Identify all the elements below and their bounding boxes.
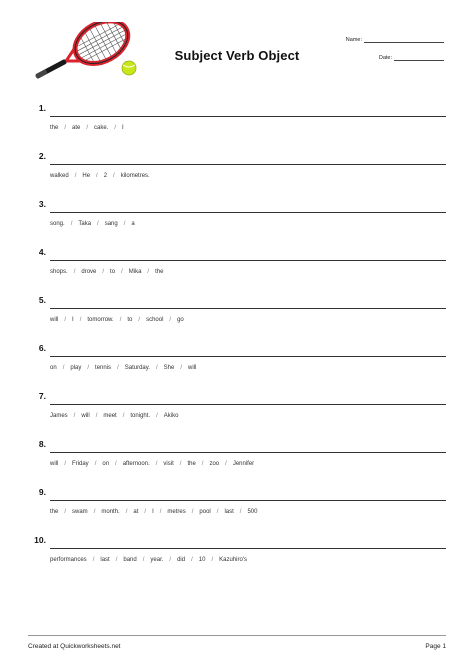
name-field: [346, 37, 444, 43]
word-separator: /: [155, 365, 158, 371]
name-blank: [364, 37, 444, 43]
word-separator: /: [169, 317, 172, 323]
scrambled-word: sang: [104, 221, 118, 227]
scrambled-word: She: [163, 365, 175, 371]
scrambled-word: visit: [163, 461, 174, 467]
word-list: [50, 221, 135, 227]
scrambled-word: kilometres.: [120, 173, 150, 179]
word-separator: /: [123, 221, 126, 227]
word-separator: /: [87, 365, 90, 371]
word-separator: /: [64, 461, 67, 467]
word-list: [50, 413, 178, 419]
scrambled-word: Jennifer: [232, 461, 255, 467]
word-separator: /: [159, 509, 162, 515]
word-list: [50, 173, 150, 179]
question-item: [0, 528, 474, 576]
word-separator: /: [155, 461, 158, 467]
word-list: [50, 317, 184, 323]
question-item: [0, 192, 474, 240]
question-number: 6.: [38, 343, 46, 353]
scrambled-word: a: [131, 221, 135, 227]
scrambled-word: last: [100, 557, 110, 563]
question-number: 8.: [38, 439, 46, 449]
page-number: Page 1: [425, 643, 446, 650]
word-separator: /: [73, 269, 76, 275]
scrambled-word: did: [177, 557, 186, 563]
word-separator: /: [156, 413, 158, 419]
word-separator: /: [114, 125, 117, 131]
question-item: [0, 96, 474, 144]
scrambled-word: the: [187, 461, 196, 467]
scrambled-word: month.: [101, 509, 120, 515]
word-separator: /: [113, 173, 115, 179]
scrambled-word: band: [123, 557, 137, 563]
scrambled-word: drove: [81, 269, 97, 275]
scrambled-word: metres: [167, 509, 186, 515]
date-blank: [394, 55, 444, 61]
question-item: [0, 288, 474, 336]
word-separator: /: [96, 173, 98, 179]
word-separator: /: [64, 125, 67, 131]
answer-line: [50, 404, 446, 405]
question-number: 5.: [38, 295, 46, 305]
word-separator: /: [180, 365, 183, 371]
word-separator: /: [138, 317, 141, 323]
word-separator: /: [179, 461, 182, 467]
word-separator: /: [115, 557, 118, 563]
scrambled-word: tennis: [95, 365, 112, 371]
word-separator: /: [216, 509, 219, 515]
question-number: 1.: [38, 103, 46, 113]
scrambled-word: swam: [72, 509, 88, 515]
word-separator: /: [62, 365, 65, 371]
answer-line: [50, 260, 446, 261]
scrambled-word: last: [224, 509, 234, 515]
word-separator: /: [93, 509, 96, 515]
scrambled-word: 10: [198, 557, 206, 563]
word-separator: /: [147, 269, 150, 275]
scrambled-word: ate: [72, 125, 81, 131]
question-number: 7.: [38, 391, 46, 401]
word-separator: /: [191, 509, 194, 515]
word-separator: /: [225, 461, 227, 467]
scrambled-word: walked: [50, 173, 69, 179]
word-separator: /: [122, 413, 125, 419]
date-label: Date:: [378, 55, 392, 61]
word-separator: /: [191, 557, 193, 563]
answer-line: [50, 116, 446, 117]
date-field: [379, 55, 444, 61]
scrambled-word: meet: [103, 413, 117, 419]
scrambled-word: Kazuhiro's: [219, 557, 247, 563]
word-separator: /: [115, 461, 117, 467]
scrambled-word: 2: [103, 173, 108, 179]
scrambled-word: James: [50, 413, 68, 419]
scrambled-word: Mika: [128, 269, 142, 275]
scrambled-word: Friday: [72, 461, 89, 467]
scrambled-word: go: [177, 317, 184, 323]
word-list: [50, 125, 124, 131]
scrambled-word: will: [50, 461, 59, 467]
word-separator: /: [121, 269, 123, 275]
word-separator: /: [70, 221, 73, 227]
question-number: 9.: [38, 487, 46, 497]
word-list: [50, 509, 257, 515]
scrambled-word: play: [70, 365, 82, 371]
scrambled-word: the: [50, 125, 59, 131]
question-item: [0, 336, 474, 384]
scrambled-word: at: [133, 509, 139, 515]
word-separator: /: [64, 509, 67, 515]
word-separator: /: [79, 317, 82, 323]
word-separator: /: [117, 365, 119, 371]
word-separator: /: [211, 557, 214, 563]
question-number: 2.: [38, 151, 46, 161]
scrambled-word: will: [81, 413, 90, 419]
word-separator: /: [64, 317, 67, 323]
answer-line: [50, 212, 446, 213]
scrambled-word: zoo: [209, 461, 220, 467]
scrambled-word: the: [50, 509, 59, 515]
word-separator: /: [144, 509, 147, 515]
word-separator: /: [142, 557, 145, 563]
name-label: Name:: [345, 37, 362, 43]
scrambled-word: song.: [50, 221, 65, 227]
word-separator: /: [119, 317, 122, 323]
scrambled-word: to: [127, 317, 133, 323]
question-item: [0, 240, 474, 288]
word-list: [50, 269, 163, 275]
scrambled-word: on: [102, 461, 110, 467]
scrambled-word: Saturday.: [124, 365, 150, 371]
worksheet-title: Subject Verb Object: [174, 48, 300, 63]
word-separator: /: [73, 413, 76, 419]
scrambled-word: Taka: [78, 221, 92, 227]
footer-divider: [28, 635, 446, 636]
question-number: 4.: [38, 247, 46, 257]
question-item: [0, 144, 474, 192]
scrambled-word: cake.: [94, 125, 109, 131]
scrambled-word: I: [152, 509, 154, 515]
word-separator: /: [86, 125, 89, 131]
scrambled-word: will: [50, 317, 59, 323]
scrambled-word: afternoon.: [122, 461, 150, 467]
answer-line: [50, 452, 446, 453]
word-separator: /: [95, 413, 98, 419]
answer-line: [50, 164, 446, 165]
word-list: [50, 557, 247, 563]
word-separator: /: [201, 461, 204, 467]
word-separator: /: [125, 509, 128, 515]
answer-line: [50, 500, 446, 501]
word-separator: /: [74, 173, 77, 179]
word-list: [50, 461, 254, 467]
word-separator: /: [97, 221, 99, 227]
scrambled-word: will: [188, 365, 197, 371]
scrambled-word: shops.: [50, 269, 68, 275]
scrambled-word: He: [82, 173, 91, 179]
footer-credit: Created at Quickworksheets.net: [28, 643, 121, 650]
answer-line: [50, 548, 446, 549]
word-separator: /: [239, 509, 242, 515]
scrambled-word: school: [146, 317, 164, 323]
question-number: 10.: [34, 535, 46, 545]
word-list: [50, 365, 196, 371]
question-item: [0, 480, 474, 528]
scrambled-word: performances: [50, 557, 87, 563]
question-item: [0, 384, 474, 432]
word-separator: /: [169, 557, 172, 563]
word-separator: /: [102, 269, 105, 275]
scrambled-word: tomorrow.: [87, 317, 114, 323]
scrambled-word: tonight.: [130, 413, 151, 419]
scrambled-word: Akiko: [163, 413, 179, 419]
question-number: 3.: [38, 199, 46, 209]
word-separator: /: [92, 557, 95, 563]
word-separator: /: [94, 461, 97, 467]
scrambled-word: 500: [247, 509, 258, 515]
scrambled-word: I: [72, 317, 74, 323]
scrambled-word: I: [122, 125, 124, 131]
scrambled-word: pool: [199, 509, 211, 515]
answer-line: [50, 356, 446, 357]
scrambled-word: year.: [150, 557, 164, 563]
scrambled-word: to: [110, 269, 116, 275]
question-item: [0, 432, 474, 480]
scrambled-word: the: [155, 269, 164, 275]
answer-line: [50, 308, 446, 309]
scrambled-word: on: [50, 365, 57, 371]
